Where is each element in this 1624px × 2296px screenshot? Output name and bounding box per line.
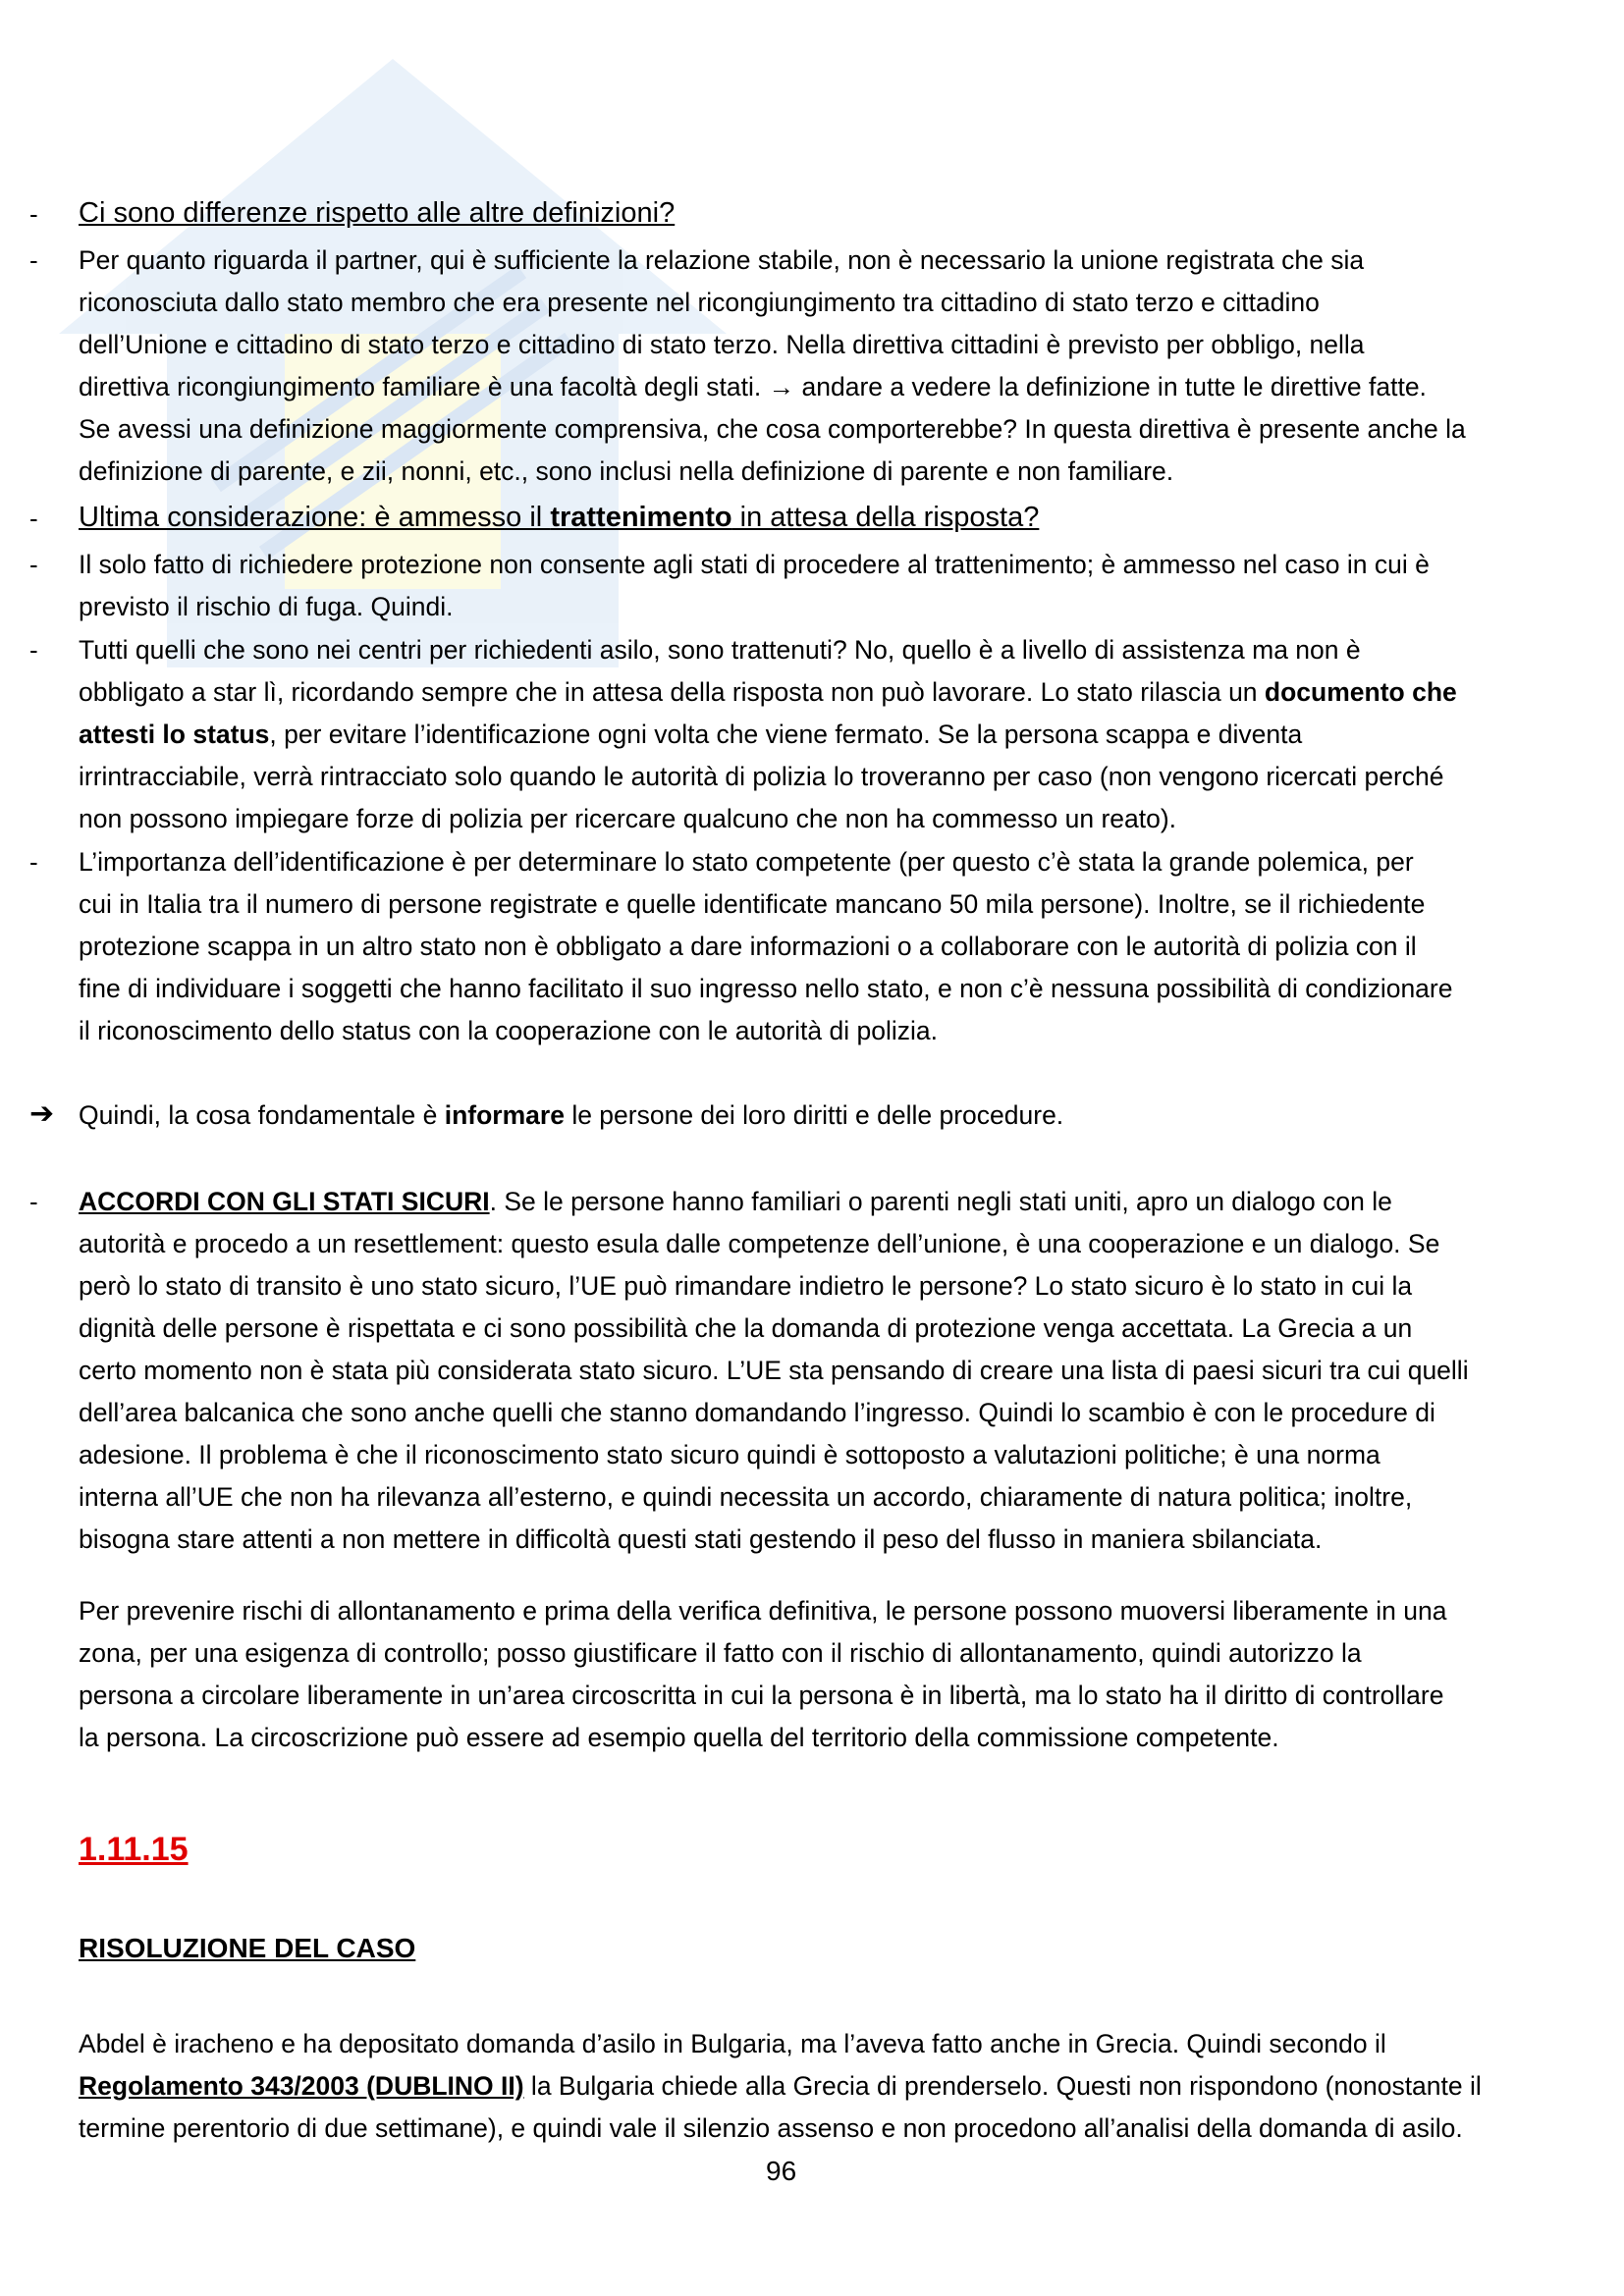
dash-bullet: - (29, 635, 38, 665)
text-line: persona a circolare liberamente in un’area circoscritta in cui la persona è in libertà, ma lo stato ha il diritto di controllare (79, 1681, 1444, 1710)
text-line: Per quanto riguarda il partner, qui è sufficiente la relazione stabile, non è necessario la unione registrata che sia (79, 245, 1365, 275)
dash-bullet: - (29, 1187, 38, 1216)
text-line: termine perentorio di due settimane), e quindi vale il silenzio assenso e non procedono all’analisi della domanda di asilo. (79, 2113, 1463, 2143)
text-line: obbligato a star lì, ricordando sempre che in attesa della risposta non può lavorare. Lo stato rilascia un documento che (79, 677, 1457, 707)
text-line: definizione di parente, e zii, nonni, etc., sono inclusi nella definizione di parente e non familiare. (79, 456, 1174, 486)
text-line: certo momento non è stata più considerata stato sicuro. L’UE sta pensando di creare una lista di paesi sicuri tra cui quelli (79, 1356, 1469, 1385)
text-line: Tutti quelli che sono nei centri per richiedenti asilo, sono trattenuti? No, quello è a livello di assistenza ma non è (79, 635, 1361, 665)
text-line: Per prevenire rischi di allontanamento e prima della verifica definitiva, le persone possono muoversi liberamente in una (79, 1596, 1447, 1626)
text-line: bisogna stare attenti a non mettere in difficoltà questi stati gestendo il peso del flusso in maniera sbilanciata. (79, 1524, 1323, 1554)
text-line: adesione. Il problema è che il riconoscimento stato sicuro quindi è sottoposto a valutazioni politiche; è una norma (79, 1440, 1380, 1469)
text-line: protezione scappa in un altro stato non è obbligato a dare informazioni o a collaborare con le autorità di polizia con il (79, 932, 1417, 961)
text-line: autorità e procedo a un resettlement: questo esula dalle competenze dell’unione, è una cooperazione e un dialogo. Se (79, 1229, 1440, 1258)
section-number: 1.11.15 (79, 1831, 189, 1868)
dash-bullet: - (29, 847, 38, 877)
text-line: la persona. La circoscrizione può essere ad esempio quella del territorio della commissione competente. (79, 1723, 1279, 1752)
text-line: interna all’UE che non ha rilevanza all’esterno, e quindi necessita un accordo, chiaramente di natura politica; inoltre, (79, 1482, 1413, 1512)
text-line: attesti lo status, per evitare l’identificazione ogni volta che viene fermato. Se la persona scappa e diventa (79, 720, 1303, 749)
text-line: Abdel è iracheno e ha depositato domanda d’asilo in Bulgaria, ma l’aveva fatto anche in Grecia. Quindi secondo il (79, 2029, 1386, 2058)
text-line: Se avessi una definizione maggiormente comprensiva, che cosa comporterebbe? In questa direttiva è presente anche la (79, 414, 1466, 444)
text-line: riconosciuta dallo stato membro che era presente nel ricongiungimento tra cittadino di stato terzo e cittadino (79, 288, 1320, 317)
text-line: ACCORDI CON GLI STATI SICURI. Se le persone hanno familiari o parenti negli stati uniti, apro un dialogo con le (79, 1187, 1392, 1216)
text-line: non possono impiegare forze di polizia per ricercare qualcuno che non ha commesso un reato). (79, 804, 1177, 833)
text-line: il riconoscimento dello status con la cooperazione con le autorità di polizia. (79, 1016, 938, 1045)
text-line: dell’area balcanica che sono anche quelli che stanno domandando l’ingresso. Quindi lo scambio è con le procedure di (79, 1398, 1435, 1427)
arrow-bullet-icon: ➔ (29, 1097, 55, 1130)
text-line: però lo stato di transito è uno stato sicuro, l’UE può rimandare indietro le persone? Lo stato sicuro è lo stato in cui la (79, 1271, 1413, 1301)
dash-bullet: - (29, 245, 38, 275)
text-line: Quindi, la cosa fondamentale è informare le persone dei loro diritti e delle procedure. (79, 1100, 1064, 1130)
text-line: irrintracciabile, verrà rintracciato solo quando le autorità di polizia lo troveranno per caso (non vengono ricercati perché (79, 762, 1444, 791)
text-line: L’importanza dell’identificazione è per determinare lo stato competente (per questo c’è stata la grande polemica, per (79, 847, 1414, 877)
dash-bullet: - (29, 199, 38, 229)
arrow-icon: → (768, 372, 795, 401)
text-line: direttiva ricongiungimento familiare è una facoltà degli stati. → andare a vedere la definizione in tutte le direttive fatte. (79, 372, 1427, 401)
dash-bullet: - (29, 550, 38, 579)
text-line: previsto il rischio di fuga. Quindi. (79, 592, 454, 621)
page-number: 96 (766, 2156, 797, 2186)
text-line: zona, per una esigenza di controllo; posso giustificare il fatto con il rischio di allontanamento, quindi autorizzo la (79, 1638, 1362, 1668)
text-line: Regolamento 343/2003 (DUBLINO II) la Bulgaria chiede alla Grecia di prenderselo. Questi non rispondono (nonostante il (79, 2071, 1482, 2101)
text-line: cui in Italia tra il numero di persone registrate e quelle identificate mancano 50 mila persone). Inoltre, se il richiedente (79, 889, 1426, 919)
question-line: Ultima considerazione: è ammesso il trattenimento in attesa della risposta? (79, 502, 1040, 533)
dash-bullet: - (29, 504, 38, 533)
section-title: RISOLUZIONE DEL CASO (79, 1933, 416, 1963)
question-line: Ci sono differenze rispetto alle altre definizioni? (79, 197, 676, 229)
text-line: fine di individuare i soggetti che hanno facilitato il suo ingresso nello stato, e non c’è nessuna possibilità di condizionare (79, 974, 1453, 1003)
text-line: dignità delle persone è rispettata e ci sono possibilità che la domanda di protezione venga accettata. La Grecia a un (79, 1313, 1413, 1343)
text-line: Il solo fatto di richiedere protezione non consente agli stati di procedere al trattenimento; è ammesso nel caso in cui è (79, 550, 1430, 579)
text-line: dell’Unione e cittadino di stato terzo e cittadino di stato terzo. Nella direttiva cittadini è previsto per obbligo, nella (79, 330, 1365, 359)
